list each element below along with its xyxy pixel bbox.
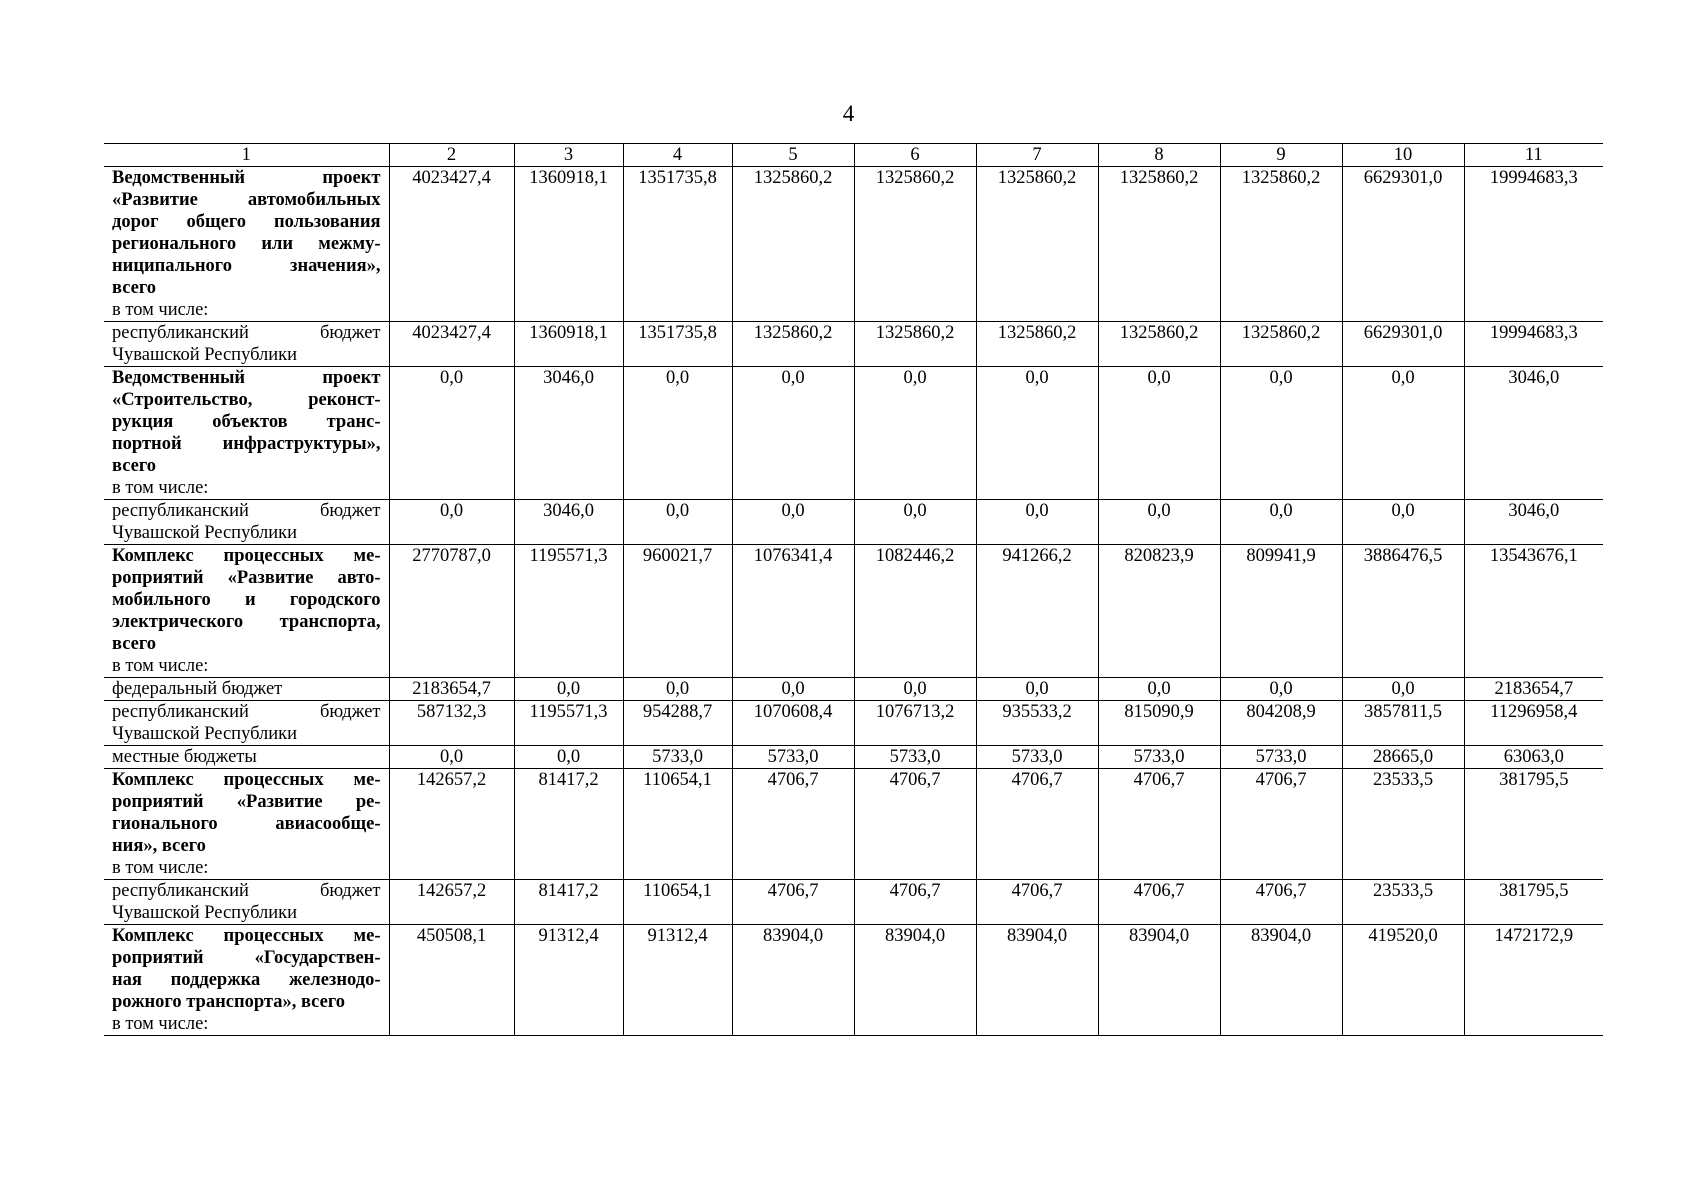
value-cell: 3857811,5 xyxy=(1342,701,1464,746)
value-cell: 11296958,4 xyxy=(1464,701,1603,746)
value-cell: 0,0 xyxy=(623,367,732,500)
column-number-row xyxy=(104,144,1603,167)
row-label xyxy=(104,545,389,678)
row-label xyxy=(104,322,389,367)
table-row xyxy=(104,167,1603,322)
value-cell: 381795,5 xyxy=(1464,880,1603,925)
value-cell: 1472172,9 xyxy=(1464,925,1603,1036)
value-cell: 28665,0 xyxy=(1342,746,1464,769)
value-cell: 4023427,4 xyxy=(389,322,514,367)
value-cell: 0,0 xyxy=(389,367,514,500)
value-cell: 1360918,1 xyxy=(514,167,623,322)
row-title-line: ния», всего xyxy=(112,836,206,856)
value-cell: 23533,5 xyxy=(1342,769,1464,880)
value-cell: 4706,7 xyxy=(732,880,854,925)
row-title-line: роприятий «Развитие ре- xyxy=(112,792,381,812)
value-cell: 954288,7 xyxy=(623,701,732,746)
row-label-line: Чувашской Республики xyxy=(112,724,298,744)
value-cell: 13543676,1 xyxy=(1464,545,1603,678)
value-cell: 6629301,0 xyxy=(1342,322,1464,367)
value-cell: 83904,0 xyxy=(1098,925,1220,1036)
value-cell: 1325860,2 xyxy=(976,322,1098,367)
value-cell: 0,0 xyxy=(514,678,623,701)
page-number: 4 xyxy=(842,101,855,126)
value-cell: 5733,0 xyxy=(623,746,732,769)
value-cell: 23533,5 xyxy=(1342,880,1464,925)
value-cell: 815090,9 xyxy=(1098,701,1220,746)
value-cell: 4706,7 xyxy=(976,880,1098,925)
value-cell: 1195571,3 xyxy=(514,701,623,746)
row-label xyxy=(104,769,389,880)
row-subtitle: в том числе: xyxy=(112,858,209,878)
column-number: 1 xyxy=(104,144,389,167)
value-cell: 3886476,5 xyxy=(1342,545,1464,678)
table-row xyxy=(104,545,1603,678)
value-cell: 4706,7 xyxy=(1220,880,1342,925)
value-cell: 804208,9 xyxy=(1220,701,1342,746)
row-subtitle: в том числе: xyxy=(112,656,209,676)
value-cell: 5733,0 xyxy=(1098,746,1220,769)
value-cell: 0,0 xyxy=(854,500,976,545)
value-cell: 0,0 xyxy=(854,678,976,701)
row-title-line: Ведомственный проект xyxy=(112,368,381,388)
value-cell: 91312,4 xyxy=(514,925,623,1036)
value-cell: 1325860,2 xyxy=(854,322,976,367)
row-subtitle: в том числе: xyxy=(112,1014,209,1034)
row-label xyxy=(104,701,389,746)
row-title-line: гионального авиасообще- xyxy=(112,814,381,834)
value-cell: 1360918,1 xyxy=(514,322,623,367)
row-title-line: роприятий «Развитие авто- xyxy=(112,568,381,588)
table-row xyxy=(104,678,1603,701)
value-cell: 6629301,0 xyxy=(1342,167,1464,322)
budget-table xyxy=(104,143,1603,1036)
row-title-line: рукция объектов транс- xyxy=(112,412,381,432)
table-row xyxy=(104,880,1603,925)
value-cell: 1076713,2 xyxy=(854,701,976,746)
row-title-line: Комплекс процессных ме- xyxy=(112,926,381,946)
value-cell: 4706,7 xyxy=(1220,769,1342,880)
value-cell: 5733,0 xyxy=(1220,746,1342,769)
value-cell: 5733,0 xyxy=(976,746,1098,769)
value-cell: 1325860,2 xyxy=(1220,167,1342,322)
row-title-line: ниципального значения», xyxy=(112,256,381,276)
value-cell: 110654,1 xyxy=(623,769,732,880)
value-cell: 2183654,7 xyxy=(389,678,514,701)
row-title-line: дорог общего пользования xyxy=(112,212,381,232)
value-cell: 0,0 xyxy=(389,500,514,545)
column-number: 9 xyxy=(1220,144,1342,167)
row-title-line: «Строительство, реконст- xyxy=(112,390,381,410)
value-cell: 4706,7 xyxy=(854,880,976,925)
value-cell: 1325860,2 xyxy=(732,167,854,322)
value-cell: 142657,2 xyxy=(389,769,514,880)
value-cell: 0,0 xyxy=(1342,678,1464,701)
value-cell: 0,0 xyxy=(732,367,854,500)
value-cell: 381795,5 xyxy=(1464,769,1603,880)
column-number: 5 xyxy=(732,144,854,167)
row-title-line: всего xyxy=(112,278,157,298)
value-cell: 450508,1 xyxy=(389,925,514,1036)
value-cell: 1325860,2 xyxy=(1220,322,1342,367)
value-cell: 5733,0 xyxy=(732,746,854,769)
value-cell: 0,0 xyxy=(1098,500,1220,545)
value-cell: 81417,2 xyxy=(514,880,623,925)
row-label xyxy=(104,167,389,322)
value-cell: 0,0 xyxy=(623,500,732,545)
value-cell: 110654,1 xyxy=(623,880,732,925)
value-cell: 1351735,8 xyxy=(623,167,732,322)
value-cell: 1076341,4 xyxy=(732,545,854,678)
value-cell: 820823,9 xyxy=(1098,545,1220,678)
value-cell: 0,0 xyxy=(1342,500,1464,545)
table-row xyxy=(104,367,1603,500)
value-cell: 4706,7 xyxy=(1098,880,1220,925)
value-cell: 3046,0 xyxy=(1464,500,1603,545)
value-cell: 1325860,2 xyxy=(1098,322,1220,367)
row-title-line: всего xyxy=(112,456,157,476)
value-cell: 0,0 xyxy=(1098,367,1220,500)
row-title-line: портной инфраструктуры», xyxy=(112,434,381,454)
value-cell: 0,0 xyxy=(976,500,1098,545)
value-cell: 142657,2 xyxy=(389,880,514,925)
row-title-line: Комплекс процессных ме- xyxy=(112,770,381,790)
row-title-line: всего xyxy=(112,634,157,654)
value-cell: 91312,4 xyxy=(623,925,732,1036)
value-cell: 1325860,2 xyxy=(732,322,854,367)
row-title-line: регионального или межму- xyxy=(112,234,381,254)
value-cell: 4706,7 xyxy=(732,769,854,880)
value-cell: 3046,0 xyxy=(514,367,623,500)
value-cell: 83904,0 xyxy=(1220,925,1342,1036)
value-cell: 1325860,2 xyxy=(854,167,976,322)
table-row xyxy=(104,746,1603,769)
row-label-line: Чувашской Республики xyxy=(112,345,298,365)
row-subtitle: в том числе: xyxy=(112,478,209,498)
column-number: 2 xyxy=(389,144,514,167)
value-cell: 81417,2 xyxy=(514,769,623,880)
value-cell: 3046,0 xyxy=(514,500,623,545)
value-cell: 1325860,2 xyxy=(1098,167,1220,322)
row-label: местные бюджеты xyxy=(104,746,389,769)
value-cell: 935533,2 xyxy=(976,701,1098,746)
value-cell: 19994683,3 xyxy=(1464,167,1603,322)
value-cell: 1070608,4 xyxy=(732,701,854,746)
value-cell: 587132,3 xyxy=(389,701,514,746)
value-cell: 0,0 xyxy=(854,367,976,500)
column-number: 6 xyxy=(854,144,976,167)
value-cell: 0,0 xyxy=(976,367,1098,500)
value-cell: 1325860,2 xyxy=(976,167,1098,322)
table-row xyxy=(104,500,1603,545)
value-cell: 4706,7 xyxy=(1098,769,1220,880)
table-row xyxy=(104,925,1603,1036)
row-label-line: Чувашской Республики xyxy=(112,523,298,543)
row-label-line: республиканский бюджет xyxy=(112,501,381,521)
row-title-line: роприятий «Государствен- xyxy=(112,948,381,968)
value-cell: 1082446,2 xyxy=(854,545,976,678)
value-cell: 5733,0 xyxy=(854,746,976,769)
row-label-line: республиканский бюджет xyxy=(112,323,381,343)
row-title-line: мобильного и городского xyxy=(112,590,381,610)
value-cell: 0,0 xyxy=(389,746,514,769)
value-cell: 83904,0 xyxy=(854,925,976,1036)
column-number: 3 xyxy=(514,144,623,167)
value-cell: 0,0 xyxy=(732,678,854,701)
row-label xyxy=(104,925,389,1036)
row-label xyxy=(104,880,389,925)
value-cell: 0,0 xyxy=(514,746,623,769)
row-title-line: Комплекс процессных ме- xyxy=(112,546,381,566)
row-label-line: республиканский бюджет xyxy=(112,702,381,722)
row-title-line: рожного транспорта», всего xyxy=(112,992,346,1012)
value-cell: 2770787,0 xyxy=(389,545,514,678)
value-cell: 4706,7 xyxy=(854,769,976,880)
value-cell: 2183654,7 xyxy=(1464,678,1603,701)
table-row xyxy=(104,701,1603,746)
value-cell: 809941,9 xyxy=(1220,545,1342,678)
table-row xyxy=(104,322,1603,367)
value-cell: 1195571,3 xyxy=(514,545,623,678)
column-number: 8 xyxy=(1098,144,1220,167)
value-cell: 0,0 xyxy=(1098,678,1220,701)
row-title-line: ная поддержка железнодо- xyxy=(112,970,381,990)
row-label xyxy=(104,367,389,500)
value-cell: 0,0 xyxy=(1220,500,1342,545)
value-cell: 0,0 xyxy=(623,678,732,701)
value-cell: 4023427,4 xyxy=(389,167,514,322)
value-cell: 19994683,3 xyxy=(1464,322,1603,367)
table-row xyxy=(104,769,1603,880)
table-body xyxy=(104,167,1603,1036)
row-label: федеральный бюджет xyxy=(104,678,389,701)
value-cell: 960021,7 xyxy=(623,545,732,678)
value-cell: 83904,0 xyxy=(732,925,854,1036)
value-cell: 1351735,8 xyxy=(623,322,732,367)
value-cell: 941266,2 xyxy=(976,545,1098,678)
column-number: 7 xyxy=(976,144,1098,167)
value-cell: 419520,0 xyxy=(1342,925,1464,1036)
row-title-line: Ведомственный проект xyxy=(112,168,381,188)
value-cell: 0,0 xyxy=(1220,678,1342,701)
column-number: 10 xyxy=(1342,144,1464,167)
column-number: 4 xyxy=(623,144,732,167)
value-cell: 63063,0 xyxy=(1464,746,1603,769)
value-cell: 0,0 xyxy=(976,678,1098,701)
row-label-line: Чувашской Республики xyxy=(112,903,298,923)
row-title-line: электрического транспорта, xyxy=(112,612,381,632)
value-cell: 3046,0 xyxy=(1464,367,1603,500)
row-subtitle: в том числе: xyxy=(112,300,209,320)
column-number: 11 xyxy=(1464,144,1603,167)
value-cell: 0,0 xyxy=(732,500,854,545)
row-label xyxy=(104,500,389,545)
row-title-line: «Развитие автомобильных xyxy=(112,190,381,210)
value-cell: 83904,0 xyxy=(976,925,1098,1036)
value-cell: 4706,7 xyxy=(976,769,1098,880)
row-label-line: республиканский бюджет xyxy=(112,881,381,901)
value-cell: 0,0 xyxy=(1220,367,1342,500)
value-cell: 0,0 xyxy=(1342,367,1464,500)
